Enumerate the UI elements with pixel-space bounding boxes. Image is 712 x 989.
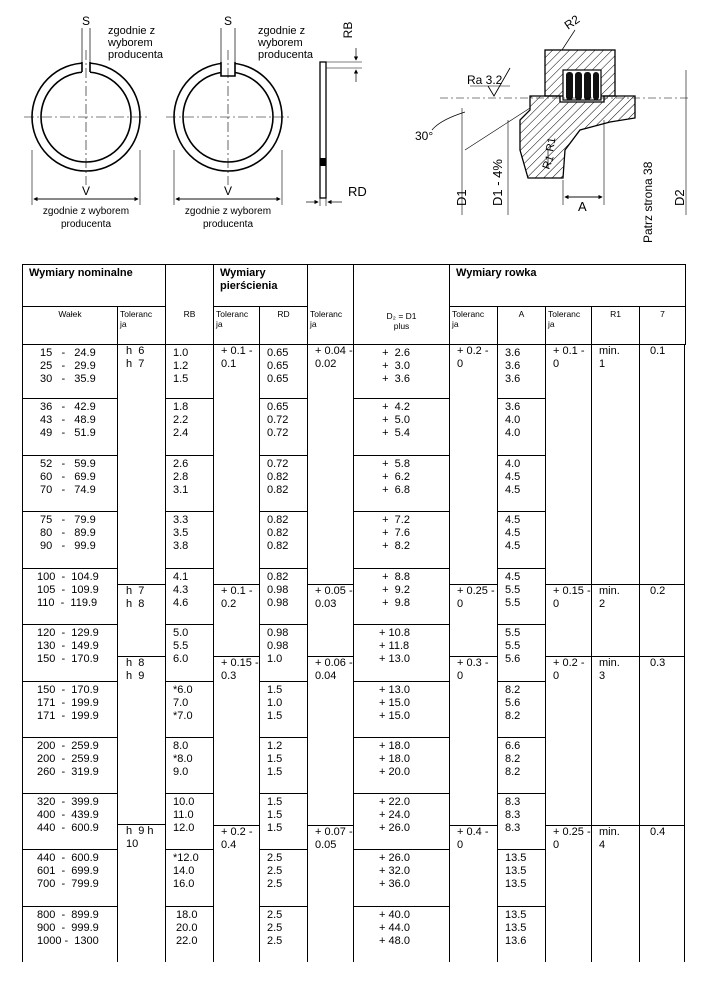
cell-d2-row-2: + 4.2 + 5.0 + 5.4 — [353, 398, 449, 455]
cell-r1-group-2: min. 2 — [591, 584, 639, 656]
cell-tol5-group-1: + 0.1 - 0 — [545, 344, 591, 584]
cell-tol1-group-1: h 6 h 7 — [117, 344, 165, 584]
cell-tol5-group-3: + 0.2 - 0 — [545, 656, 591, 825]
cell-v7-group-3: 0.3 — [639, 656, 685, 825]
note-top-2: zgodnie z wyborem producenta — [258, 25, 314, 61]
cell-tol4-group-1: + 0.2 - 0 — [449, 344, 497, 584]
cell-tol2-group-2: + 0.1 - 0.2 — [213, 584, 259, 656]
header-row-columns — [23, 307, 686, 345]
note-bottom-1: zgodnie z wyborem producenta — [42, 206, 130, 230]
cell-a-row-7: 8.2 5.6 8.2 — [497, 681, 545, 737]
technical-drawing — [0, 0, 712, 255]
cell-d2-row-3: + 5.8 + 6.2 + 6.8 — [353, 455, 449, 511]
cell-v7-group-1: 0.1 — [639, 344, 685, 584]
cell-rd-row-4: 0.82 0.82 0.82 — [259, 511, 307, 568]
s-label-1: S — [81, 14, 91, 28]
cell-r1-group-3: min. 3 — [591, 656, 639, 825]
cell-d2-row-6: + 10.8 + 11.8 + 13.0 — [353, 624, 449, 681]
cell-rb-row-6: 5.0 5.5 6.0 — [165, 624, 213, 681]
cell-rd-row-1: 0.65 0.65 0.65 — [259, 344, 307, 398]
cell-rd-row-7: 1.5 1.0 1.5 — [259, 681, 307, 737]
cell-rb-row-7: *6.0 7.0 *7.0 — [165, 681, 213, 737]
cell-rd-row-8: 1.2 1.5 1.5 — [259, 737, 307, 793]
ra-label: Ra 3.2 — [467, 73, 503, 87]
cell-shaft-row-3: 52 - 59.9 60 - 69.9 70 - 74.9 — [22, 455, 117, 511]
header-nominal: Wymiary nominalne — [23, 265, 166, 307]
v-label-2: V — [223, 184, 233, 198]
col-tolerance-4: Toleranc ja — [450, 307, 498, 345]
col-a: A — [498, 307, 546, 345]
header-groove: Wymiary rowka — [450, 265, 686, 307]
cell-rb-row-3: 2.6 2.8 3.1 — [165, 455, 213, 511]
cell-tol2-group-1: + 0.1 - 0.1 — [213, 344, 259, 584]
cell-shaft-row-8: 200 - 259.9 200 - 259.9 260 - 319.9 — [22, 737, 117, 793]
col-shaft: Wałek — [23, 307, 118, 345]
cell-tol3-group-3: + 0.06 - 0.04 — [307, 656, 353, 825]
a-dimension-label: A — [578, 199, 587, 214]
cell-v7-group-2: 0.2 — [639, 584, 685, 656]
cell-rb-row-8: 8.0 *8.0 9.0 — [165, 737, 213, 793]
cell-tol4-group-2: + 0.25 - 0 — [449, 584, 497, 656]
r2-label: R2 — [561, 12, 583, 33]
cell-rd-row-5: 0.82 0.98 0.98 — [259, 568, 307, 624]
cell-tol3-group-4: + 0.07 - 0.05 — [307, 825, 353, 962]
cell-rb-row-9: 10.0 11.0 12.0 — [165, 793, 213, 849]
col-tolerance-3: Toleranc ja — [308, 307, 354, 345]
note-top-1: zgodnie z wyborem producenta — [108, 25, 164, 61]
s-label-2: S — [223, 14, 233, 28]
cell-shaft-row-11: 800 - 899.9 900 - 999.9 1000 - 1300 — [22, 906, 117, 962]
r1-label-b: R1 — [544, 136, 559, 153]
cell-a-row-9: 8.3 8.3 8.3 — [497, 793, 545, 849]
cell-tol1-group-2: h 7 h 8 — [117, 584, 165, 656]
cell-tol1-group-3: h 8 h 9 — [117, 656, 165, 824]
cell-d2-row-8: + 18.0 + 18.0 + 20.0 — [353, 737, 449, 793]
cell-tol4-group-4: + 0.4 - 0 — [449, 825, 497, 962]
cell-rd-row-10: 2.5 2.5 2.5 — [259, 849, 307, 906]
cell-d2-row-1: + 2.6 + 3.0 + 3.6 — [353, 344, 449, 398]
cell-rd-row-3: 0.72 0.82 0.82 — [259, 455, 307, 511]
cell-tol5-group-2: + 0.15 - 0 — [545, 584, 591, 656]
header-ring: Wymiary pierścienia — [214, 265, 308, 307]
cell-d2-row-7: + 13.0 + 15.0 + 15.0 — [353, 681, 449, 737]
cell-tol5-group-4: + 0.25 - 0 — [545, 825, 591, 962]
d2-label: D2 — [672, 189, 687, 206]
angle-label: 30° — [415, 129, 434, 143]
cell-tol2-group-4: + 0.2 - 0.4 — [213, 825, 259, 962]
col-tolerance-2: Toleranc ja — [214, 307, 260, 345]
note-bottom-2: zgodnie z wyborem producenta — [184, 206, 272, 230]
ring-side-view — [306, 48, 362, 206]
cell-rb-row-4: 3.3 3.5 3.8 — [165, 511, 213, 568]
grid-right-border — [684, 344, 685, 962]
cell-a-row-8: 6.6 8.2 8.2 — [497, 737, 545, 793]
cell-shaft-row-7: 150 - 170.9 171 - 199.9 171 - 199.9 — [22, 681, 117, 737]
cell-d2-row-9: + 22.0 + 24.0 + 26.0 — [353, 793, 449, 849]
cell-shaft-row-1: 15 - 24.9 25 - 29.9 30 - 35.9 — [22, 344, 117, 398]
cell-r1-group-1: min. 1 — [591, 344, 639, 584]
cell-rb-row-11: 18.0 20.0 22.0 — [165, 906, 213, 962]
cell-shaft-row-4: 75 - 79.9 80 - 89.9 90 - 99.9 — [22, 511, 117, 568]
v-label-1: V — [81, 184, 91, 198]
d1-label: D1 — [454, 189, 469, 206]
col-d2: D₂ = D1 plus — [354, 307, 450, 345]
cell-tol3-group-2: + 0.05 - 0.03 — [307, 584, 353, 656]
cell-a-row-4: 4.5 4.5 4.5 — [497, 511, 545, 568]
cell-a-row-6: 5.5 5.5 5.6 — [497, 624, 545, 681]
cell-a-row-5: 4.5 5.5 5.5 — [497, 568, 545, 624]
d1-tol-label: D1 - 4% — [490, 159, 505, 206]
cell-rd-row-6: 0.98 0.98 1.0 — [259, 624, 307, 681]
cell-rb-row-5: 4.1 4.3 4.6 — [165, 568, 213, 624]
cell-shaft-row-5: 100 - 104.9 105 - 109.9 110 - 119.9 — [22, 568, 117, 624]
header-row-groups — [23, 265, 686, 307]
cell-d2-row-10: + 26.0 + 32.0 + 36.0 — [353, 849, 449, 906]
cell-shaft-row-2: 36 - 42.9 43 - 48.9 49 - 51.9 — [22, 398, 117, 455]
cell-rb-row-10: *12.0 14.0 16.0 — [165, 849, 213, 906]
cell-rd-row-9: 1.5 1.5 1.5 — [259, 793, 307, 849]
cell-tol1-group-4: h 9 h 10 — [117, 824, 165, 962]
cell-shaft-row-9: 320 - 399.9 400 - 439.9 440 - 600.9 — [22, 793, 117, 849]
cell-rd-row-2: 0.65 0.72 0.72 — [259, 398, 307, 455]
r1-label-a: R1 — [540, 153, 557, 172]
rd-label: RD — [348, 184, 367, 199]
cell-a-row-11: 13.5 13.5 13.6 — [497, 906, 545, 962]
cell-d2-row-4: + 7.2 + 7.6 + 8.2 — [353, 511, 449, 568]
cell-a-row-2: 3.6 4.0 4.0 — [497, 398, 545, 455]
cell-tol3-group-1: + 0.04 - 0.02 — [307, 344, 353, 584]
cell-rb-row-2: 1.8 2.2 2.4 — [165, 398, 213, 455]
see-page-label: Patrz strona 38 — [641, 161, 655, 243]
rb-label: RB — [341, 21, 355, 39]
col-tolerance-1: Toleranc ja — [118, 307, 166, 345]
col-rd: RD — [260, 307, 308, 345]
cell-d2-row-11: + 40.0 + 44.0 + 48.0 — [353, 906, 449, 962]
cell-a-row-3: 4.0 4.5 4.5 — [497, 455, 545, 511]
cell-shaft-row-10: 440 - 600.9 601 - 699.9 700 - 799.9 — [22, 849, 117, 906]
cell-tol4-group-3: + 0.3 - 0 — [449, 656, 497, 825]
cell-tol2-group-3: + 0.15 - 0.3 — [213, 656, 259, 825]
cell-v7-group-4: 0.4 — [639, 825, 685, 962]
cell-shaft-row-6: 120 - 129.9 130 - 149.9 150 - 170.9 — [22, 624, 117, 681]
col-r1: R1 — [592, 307, 640, 345]
cell-a-row-1: 3.6 3.6 3.6 — [497, 344, 545, 398]
dimensions-table — [22, 264, 686, 345]
col-7: 7 — [640, 307, 686, 345]
cell-rb-row-1: 1.0 1.2 1.5 — [165, 344, 213, 398]
cell-d2-row-5: + 8.8 + 9.2 + 9.8 — [353, 568, 449, 624]
col-rb: RB — [166, 307, 214, 345]
cell-r1-group-4: min. 4 — [591, 825, 639, 962]
cell-rd-row-11: 2.5 2.5 2.5 — [259, 906, 307, 962]
cell-a-row-10: 13.5 13.5 13.5 — [497, 849, 545, 906]
data-grid — [22, 344, 685, 962]
col-tolerance-5: Toleranc ja — [546, 307, 592, 345]
